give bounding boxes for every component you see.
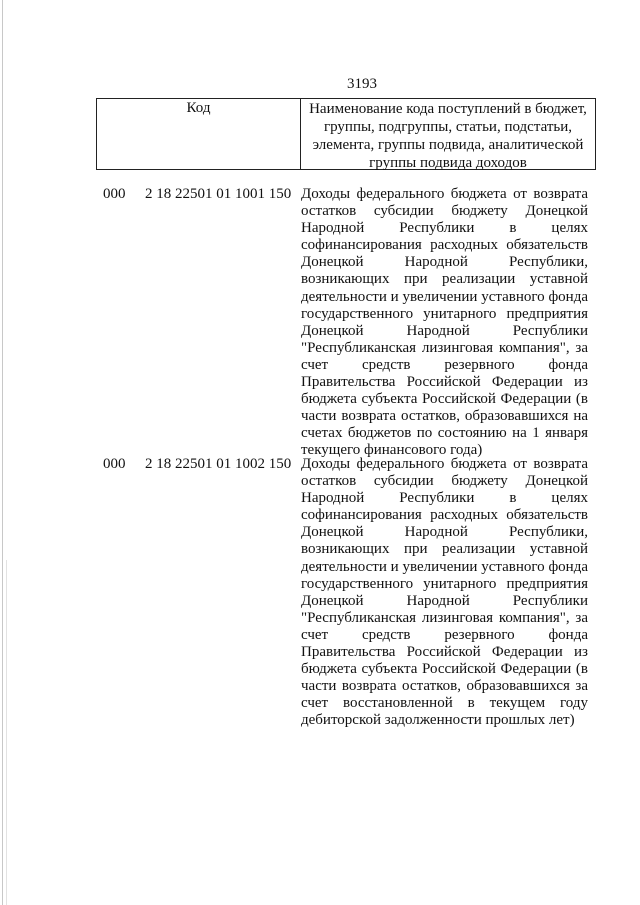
admin-code: 000 <box>103 456 126 472</box>
admin-code: 000 <box>103 186 126 202</box>
table-header <box>96 98 596 170</box>
budget-code: 2 18 22501 01 1002 150 <box>145 456 292 472</box>
scan-edge <box>6 560 7 905</box>
row-description: Доходы федерального бюджета от возврата остатков субсидии бюджету Донецкой Народной Республики в целях софинансирования расходных обязательств Донецкой Народной Республики, возникающих при реализации уставной деятельности и увеличении уставного фонда государственного унитарного предприятия Донецкой Народной Республики "Республиканская лизинговая компания", за счет средств резервного фонда Правительства Российской Федерации из бюджета субъекта Российской Федерации (в части возврата остатков, образовавшихся на счетах бюджетов по состоянию на 1 января текущего финансового года) <box>301 186 588 459</box>
budget-code: 2 18 22501 01 1001 150 <box>145 186 292 202</box>
row-description: Доходы федерального бюджета от возврата остатков субсидии бюджету Донецкой Народной Республики в целях софинансирования расходных обязательств Донецкой Народной Республики, возникающих при реализации уставной деятельности и увеличении уставного фонда государственного унитарного предприятия Донецкой Народной Республики "Республиканская лизинговая компания", за счет средств резервного фонда Правительства Российской Федерации из бюджета субъекта Российской Федерации (в части возврата остатков, образовавшихся за счет восстановленной в текущем году дебиторской задолженности прошлых лет) <box>301 456 588 729</box>
page-number: 3193 <box>347 76 377 92</box>
header-code-cell: Код <box>97 99 301 169</box>
header-name-cell: Наименование кода поступлений в бюджет, группы, подгруппы, статьи, подстатьи, элемента, группы подвида, аналитической группы подвида доходов <box>309 101 587 171</box>
scan-edge <box>2 0 3 905</box>
